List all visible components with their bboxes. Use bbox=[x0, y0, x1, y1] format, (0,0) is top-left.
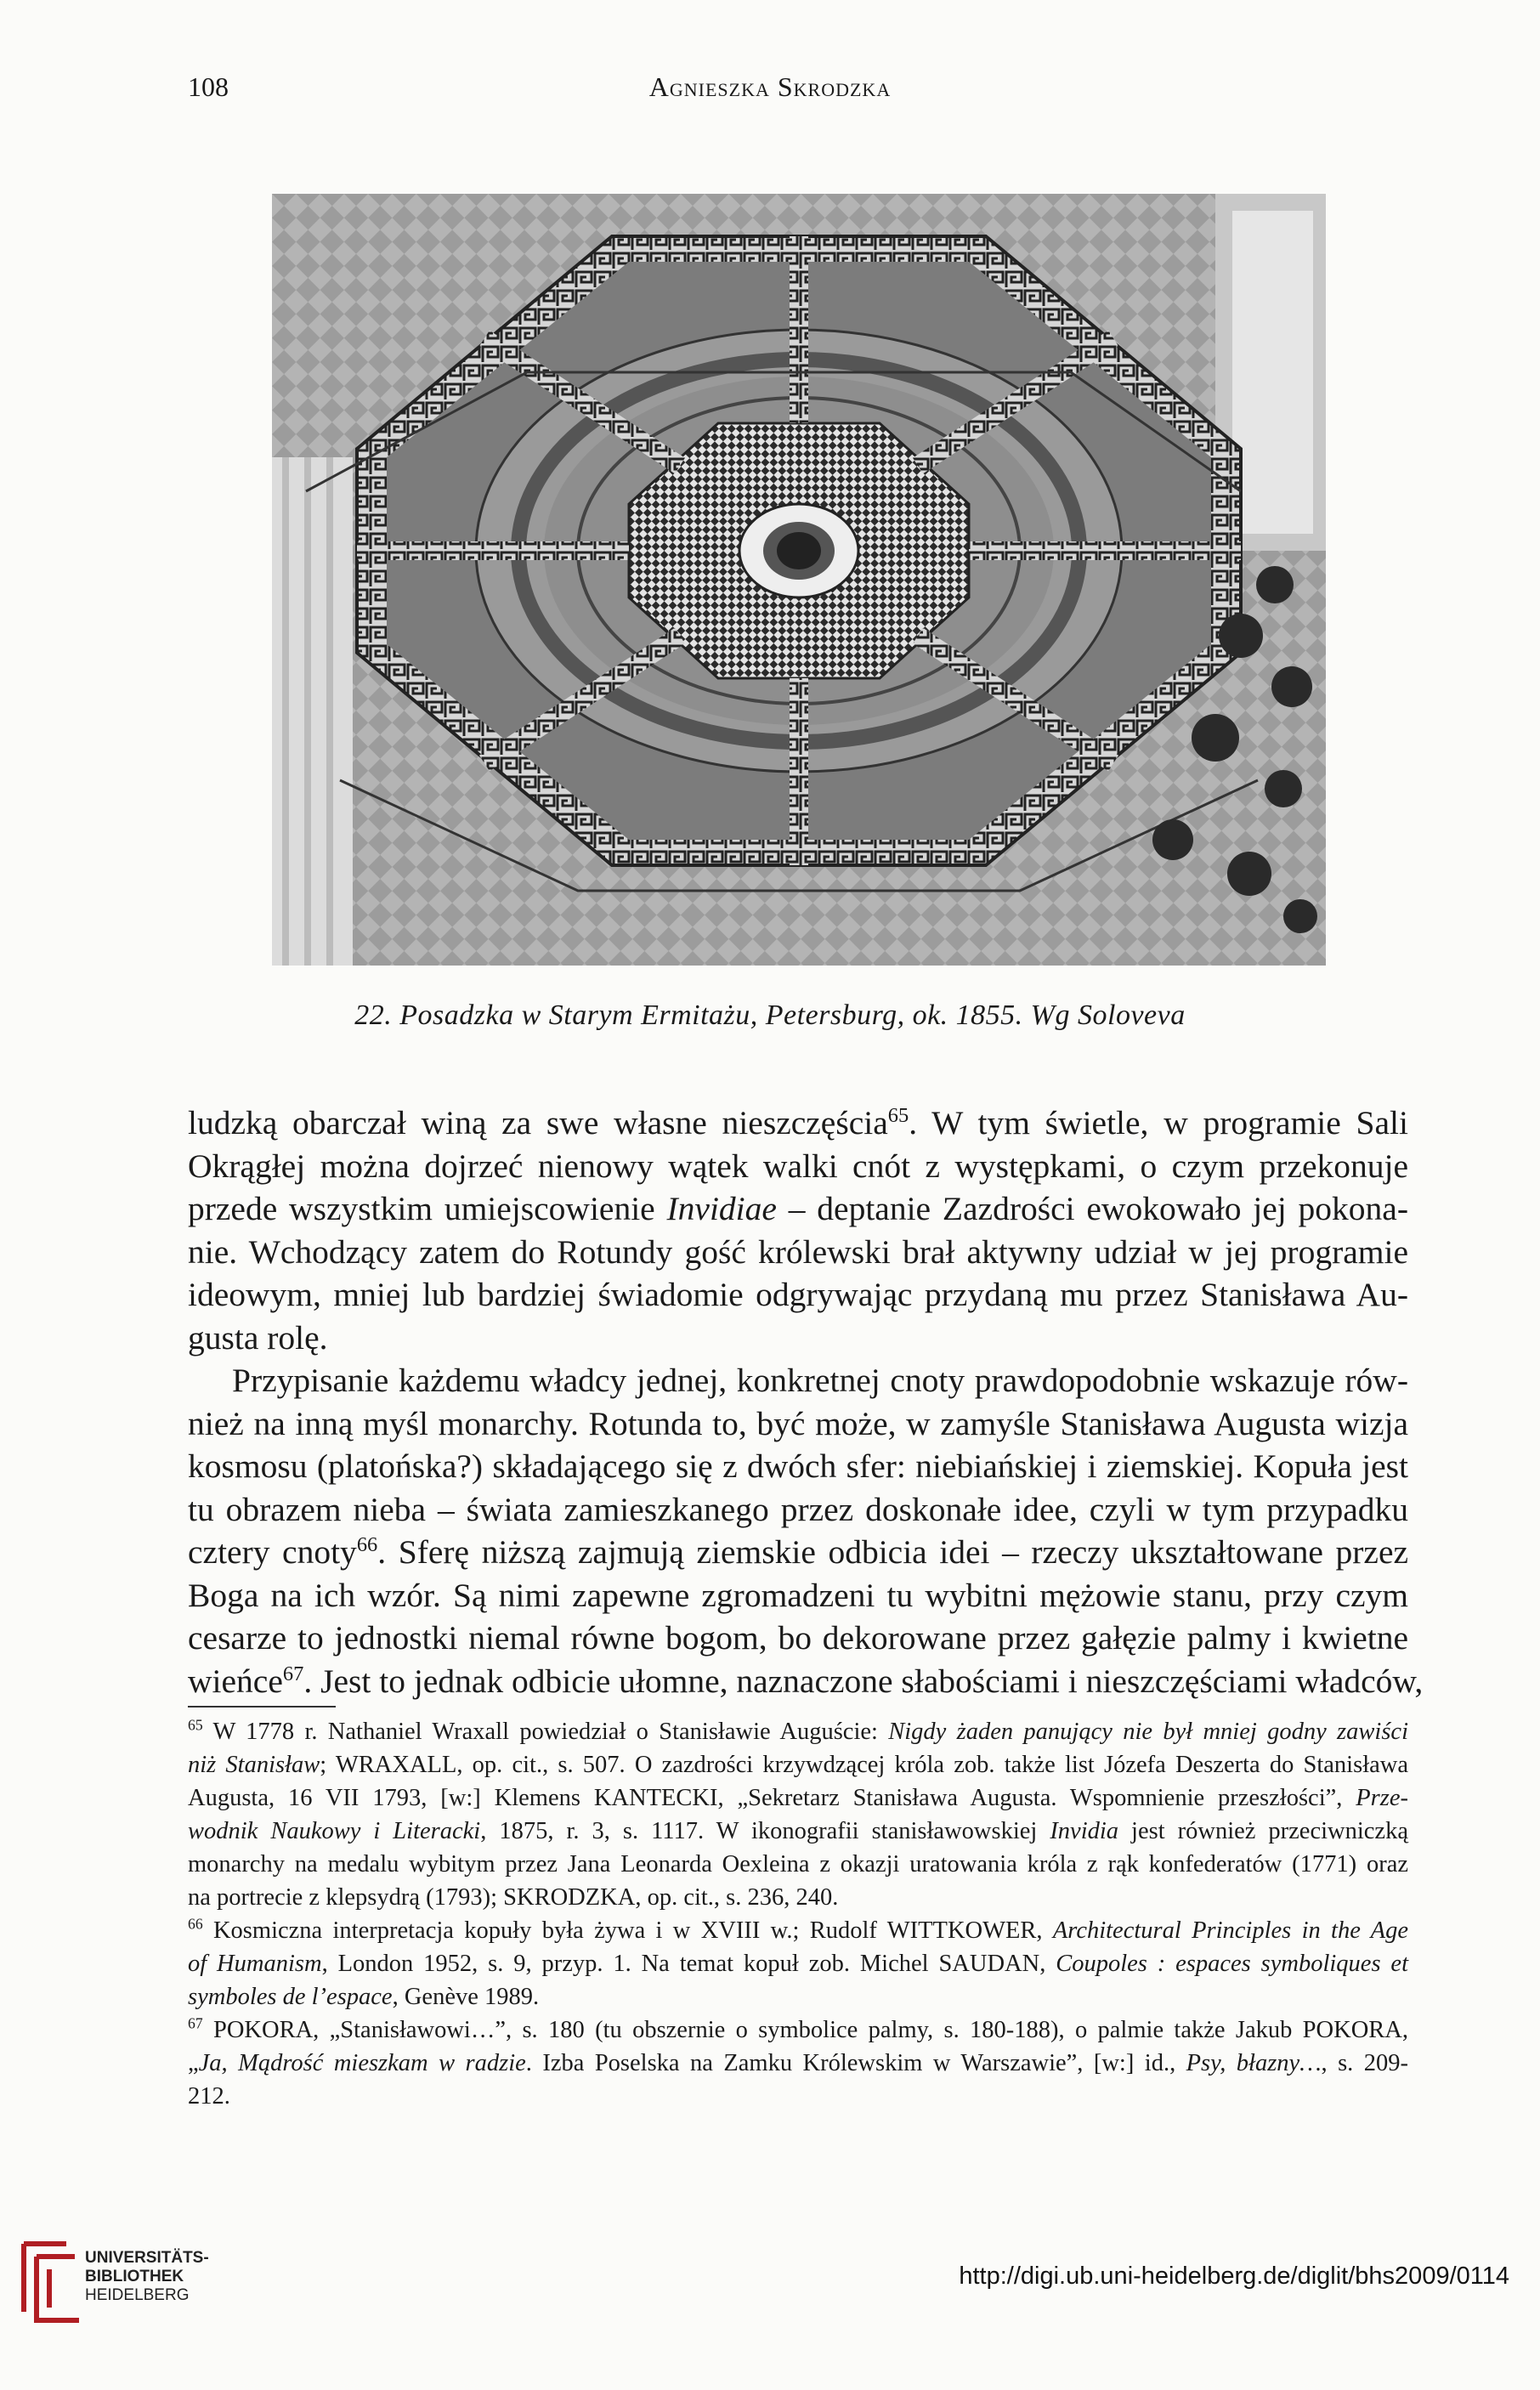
text-run: ludzką obarczał winą za swe własne nieszczęścia bbox=[188, 1104, 888, 1141]
text-run: POKORA, „Stanisławowi…”, s. 180 (tu obszernie o symbolice palmy, s. 180-188), o palmie także Jakub POKORA, bbox=[202, 2017, 1408, 2043]
italic-title: Ja, Mądrość mieszkam w radzie bbox=[198, 2050, 526, 2076]
text-run: Okrągłej można dojrzeć nienowy wątek walki cnót z występkami, o czym przekonuje bbox=[188, 1147, 1408, 1185]
page-number: 108 bbox=[188, 71, 229, 102]
text-run: wieńce bbox=[188, 1662, 283, 1700]
text-run: na portrecie z klepsydrą (1793); SKRODZKA, op. cit., s. 236, 240. bbox=[188, 1884, 839, 1911]
text-run: . Jest to jednak odbicie ułomne, naznaczone słabościami i nieszczęściami władców, bbox=[303, 1662, 1424, 1700]
italic-title: Coupoles : espaces symboliques et bbox=[1056, 1951, 1408, 1977]
library-name bbox=[85, 2249, 209, 2305]
footnote-line bbox=[188, 1980, 1408, 2013]
italic-title: Psy, błazny… bbox=[1186, 2050, 1322, 2076]
footnote-number: 65 bbox=[188, 1716, 203, 1734]
text-line bbox=[188, 1102, 1408, 1145]
footnote-number: 66 bbox=[188, 1915, 203, 1933]
italic-term: Invidia bbox=[1050, 1818, 1119, 1844]
mosaic-floor-illustration bbox=[272, 194, 1326, 966]
text-run: ; WRAXALL, op. cit., s. 507. O zazdrości krzywdzącej króla zob. także list Józefa Deszerta do Stanisława bbox=[320, 1752, 1408, 1778]
text-run: nie. Wchodzący zatem do Rotundy gość królewski brał aktywny udział w jej programie bbox=[188, 1232, 1408, 1271]
text-line bbox=[188, 1145, 1408, 1188]
text-run: , 1875, r. 3, s. 1117. W ikonografii stanisławowskiej bbox=[480, 1818, 1050, 1844]
footnotes bbox=[188, 1715, 1408, 2113]
library-name-line: HEIDELBERG bbox=[85, 2286, 190, 2304]
text-run: Boga na ich wzór. Są nimi zapewne zgromadzeni tu wybitni mężowie stanu, przy czym bbox=[188, 1576, 1408, 1614]
footnote-ref-66[interactable]: 66 bbox=[356, 1532, 378, 1556]
body-text bbox=[188, 1102, 1424, 1702]
text-run: Kosmiczna interpretacja kopuły była żywa i w XVIII w.; Rudolf WITTKOWER, bbox=[202, 1917, 1053, 1944]
text-run: Augusta, 16 VII 1793, [w:] Klemens KANTECKI, „Sekretarz Stanisława Augusta. Wspomnienie przeszłości”, bbox=[188, 1785, 1356, 1811]
running-head bbox=[0, 71, 1540, 103]
footnote-separator bbox=[188, 1706, 336, 1708]
footnote-line bbox=[188, 1815, 1408, 1848]
text-run: ideowym, mniej lub bardziej świadomie odgrywając przydaną mu przez Stanisława Au- bbox=[188, 1276, 1408, 1313]
text-run: W 1778 r. Nathaniel Wraxall powiedział o Stanisławie Auguście: bbox=[202, 1719, 889, 1745]
paragraph-2 bbox=[188, 1359, 1424, 1702]
figure-caption: 22. Posadzka w Starym Ermitażu, Petersburg, ok. 1855. Wg Soloveva bbox=[354, 1000, 1186, 1031]
library-name-line: UNIVERSITÄTS- bbox=[85, 2249, 209, 2267]
footnote-line bbox=[188, 2013, 1408, 2047]
footnote-ref-67[interactable]: 67 bbox=[282, 1662, 304, 1685]
italic-title: of Humanism bbox=[188, 1951, 322, 1977]
footnote-66 bbox=[188, 1914, 1408, 2013]
text-line bbox=[188, 1231, 1408, 1274]
paragraph-1 bbox=[188, 1102, 1408, 1359]
text-line bbox=[188, 1359, 1408, 1402]
text-run: „ bbox=[188, 2050, 199, 2076]
text-run: kosmosu (platońska?) składającego się z dwóch sfer: niebiańskiej i ziemskiej. Kopuła jest bbox=[188, 1447, 1408, 1485]
text-run: . Izba Poselska na Zamku Królewskim w Warszawie”, [w:] id., bbox=[525, 2050, 1186, 2076]
footnote-line bbox=[188, 1748, 1408, 1781]
text-run: przede wszystkim umiejscowienie bbox=[188, 1190, 667, 1227]
text-line bbox=[188, 1445, 1408, 1488]
footnote-line bbox=[188, 1947, 1408, 1980]
italic-title: Prze- bbox=[1356, 1785, 1408, 1811]
footnote-line bbox=[188, 1781, 1408, 1815]
text-line bbox=[188, 1531, 1408, 1574]
text-run: , London 1952, s. 9, przyp. 1. Na temat kopuł zob. Michel SAUDAN, bbox=[321, 1951, 1056, 1977]
italic-title: wodnik Naukowy i Literacki bbox=[188, 1818, 481, 1844]
footnote-ref-65[interactable]: 65 bbox=[887, 1103, 909, 1127]
text-run: . Sferę niższą zajmują ziemskie odbicia idei – rzeczy ukształtowane przez bbox=[377, 1533, 1409, 1571]
footnote-65 bbox=[188, 1715, 1408, 1914]
text-run: 212. bbox=[188, 2083, 230, 2110]
text-run: , s. 209- bbox=[1321, 2050, 1408, 2076]
text-line bbox=[188, 1617, 1408, 1660]
italic-quote: Nigdy żaden panujący nie był mniej godny zawiści bbox=[888, 1719, 1408, 1745]
figure-mosaic-floor-photo bbox=[272, 194, 1326, 966]
text-line bbox=[188, 1488, 1408, 1532]
text-run: jest również przeciwniczką bbox=[1118, 1818, 1408, 1844]
text-run: cesarze to jednostki niemal równe bogom, bo dekorowane przez gałęzie palmy i kwietne bbox=[188, 1619, 1408, 1657]
footnote-line bbox=[188, 1715, 1408, 1748]
text-run: , Genève 1989. bbox=[392, 1984, 540, 2010]
italic-title: symboles de l’espace bbox=[188, 1984, 393, 2010]
text-line bbox=[188, 1402, 1408, 1446]
text-line bbox=[188, 1660, 1424, 1703]
footnote-line bbox=[188, 1848, 1408, 1881]
footnote-line bbox=[188, 2047, 1408, 2080]
footnote-line bbox=[188, 2080, 1408, 2113]
text-line bbox=[188, 1574, 1408, 1617]
footnote-line bbox=[188, 1914, 1408, 1947]
text-run: monarchy na medalu wybitym przez Jana Leonarda Oexleina z okazji uratowania króla z rąk konfederatów (1771) oraz bbox=[188, 1851, 1408, 1877]
text-run: . W tym świetle, w programie Sali bbox=[909, 1104, 1409, 1141]
text-line bbox=[188, 1273, 1408, 1317]
text-line bbox=[188, 1187, 1408, 1231]
text-run: Przypisanie każdemu władcy jednej, konkretnej cnoty prawdopodobnie wskazuje rów- bbox=[232, 1362, 1408, 1399]
text-line bbox=[188, 1317, 1408, 1360]
text-run: – deptanie Zazdrości ewokowało jej pokona- bbox=[776, 1190, 1408, 1227]
italic-term: Invidiae bbox=[666, 1190, 777, 1227]
text-run: tu obrazem nieba – świata zamieszkanego przez doskonałe idee, czyli w tym przypadku bbox=[188, 1490, 1408, 1528]
running-head-author: Agnieszka Skrodzka bbox=[648, 71, 892, 102]
footnote-number: 67 bbox=[188, 2014, 203, 2032]
footnote-line bbox=[188, 1881, 1408, 1914]
italic-quote: niż Stanisław bbox=[188, 1752, 320, 1778]
footnote-67 bbox=[188, 2013, 1408, 2113]
text-run: cztery cnoty bbox=[188, 1533, 357, 1571]
library-name-line: BIBLIOTHEK bbox=[85, 2268, 184, 2285]
text-run: nież na inną myśl monarchy. Rotunda to, być może, w zamyśle Stanisława Augusta wizja bbox=[188, 1404, 1408, 1442]
italic-title: Architectural Principles in the Age bbox=[1052, 1917, 1408, 1944]
text-run: gusta rolę. bbox=[188, 1318, 328, 1356]
source-url-link[interactable]: http://digi.ub.uni-heidelberg.de/diglit/bhs2009/0114 bbox=[959, 2263, 1509, 2290]
